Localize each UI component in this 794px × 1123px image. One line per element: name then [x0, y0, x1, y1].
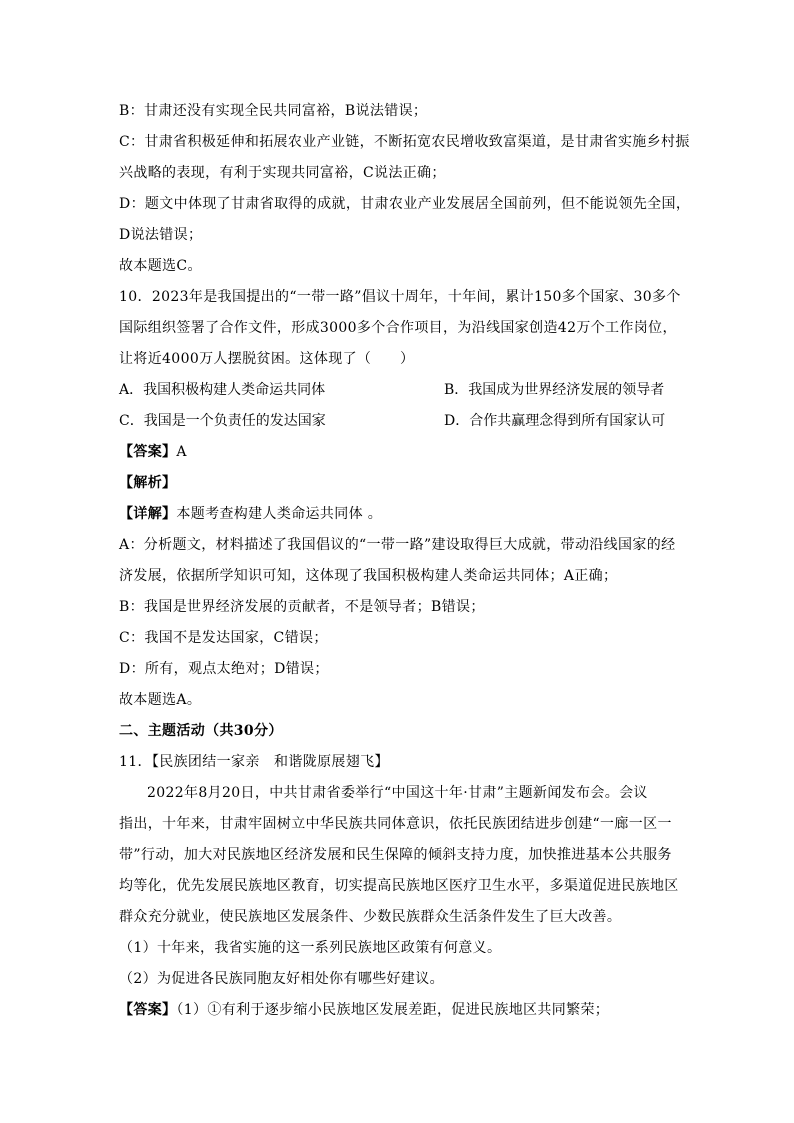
answer-tag: 【答案】: [119, 444, 177, 460]
q11-paragraph-line1: 2022年8月20日，中共甘肃省委举行“中国这十年·甘肃”主题新闻发布会。会议: [147, 785, 648, 801]
q10-option-a-analysis-line1: A：分析题文，材料描述了我国倡议的“一带一路”建设取得巨大成就，带动沿线国家的经: [119, 537, 676, 553]
q9-conclusion: 故本题选C。: [119, 258, 202, 274]
q10-analysis-tag: 【解析】: [119, 475, 177, 491]
q11-paragraph-line5: 群众充分就业，使民族地区发展条件、少数民族群众生活条件发生了巨大改善。: [119, 909, 622, 925]
q10-stem-line1: 10．2023年是我国提出的“一带一路”倡议十周年，十年间，累计150多个国家、30多个: [119, 289, 681, 305]
q9-option-d-analysis-line2: D说法错误；: [119, 227, 203, 243]
q10-option-c-analysis: C：我国不是发达国家，C错误；: [119, 630, 328, 646]
answer-text: （1）①有利于逐步缩小民族地区发展差距，促进民族地区共同繁荣；: [176, 1002, 610, 1018]
q10-option-d: D．合作共赢理念得到所有国家认可: [444, 413, 666, 429]
q10-answer: [119, 437, 679, 468]
q9-option-d-analysis-line1: D：题文中体现了甘肃省取得的成就，甘肃农业产业发展居全国前列，但不能说领先全国，: [119, 196, 691, 212]
q10-stem-line2: 国际组织签署了合作文件，形成3000多个合作项目，为沿线国家创造42万个工作岗位，: [119, 320, 677, 336]
q10-stem-line3: 让将近4000万人摆脱贫困。这体现了（ ）: [119, 351, 415, 367]
q10-detail: [119, 499, 679, 530]
section-heading: 二、主题活动（共30分）: [119, 723, 283, 739]
q9-option-b-analysis: B：甘肃还没有实现全民共同富裕，B说法错误；: [119, 103, 428, 119]
document-page: [119, 96, 691, 1026]
answer-value: A: [176, 444, 187, 460]
q10-conclusion: 故本题选A。: [119, 692, 202, 708]
q10-option-a-analysis-line2: 济发展，依据所学知识可知，这体现了我国积极构建人类命运共同体；A正确；: [119, 568, 618, 584]
q10-option-b-analysis: B：我国是世界经济发展的贡献者，不是领导者；B错误；: [119, 599, 485, 615]
q10-option-a: A．我国积极构建人类命运共同体: [119, 382, 326, 398]
q10-option-c: C．我国是一个负责任的发达国家: [119, 413, 326, 429]
q11-paragraph-line3: 带”行动，加大对民族地区经济发展和民生保障的倾斜支持力度，加快推进基本公共服务: [119, 847, 672, 863]
q10-options-row2: [119, 406, 679, 437]
q11-subquestion-1: （1）十年来，我省实施的这一系列民族地区政策有何意义。: [119, 940, 502, 956]
q11-subquestion-2: （2）为促进各民族同胞友好相处你有哪些好建议。: [119, 971, 444, 987]
q9-option-c-analysis-line1: C：甘肃省积极延伸和拓展农业产业链，不断拓宽农民增收致富渠道，是甘肃省实施乡村振: [119, 134, 690, 150]
answer-tag: 【答案】: [119, 1002, 177, 1018]
q10-option-b: B．我国成为世界经济发展的领导者: [444, 382, 665, 398]
q11-paragraph-line2: 指出，十年来，甘肃牢固树立中华民族共同体意识，依托民族团结进步创建“一廊一区一: [119, 816, 672, 832]
q10-option-d-analysis: D：所有，观点太绝对；D错误；: [119, 661, 329, 677]
q11-paragraph-line4: 均等化，优先发展民族地区教育，切实提高民族地区医疗卫生水平，多渠道促进民族地区: [119, 878, 679, 894]
q9-option-c-analysis-line2: 兴战略的表现，有利于实现共同富裕，C说法正确；: [119, 165, 446, 181]
q11-title: 11．【民族团结一家亲 和谐陇原展翅飞】: [119, 754, 389, 770]
detail-text: 本题考查构建人类命运共同体 。: [176, 506, 383, 522]
detail-tag: 【详解】: [119, 506, 177, 522]
q11-answer: [119, 995, 679, 1026]
q10-options-row1: [119, 375, 679, 406]
